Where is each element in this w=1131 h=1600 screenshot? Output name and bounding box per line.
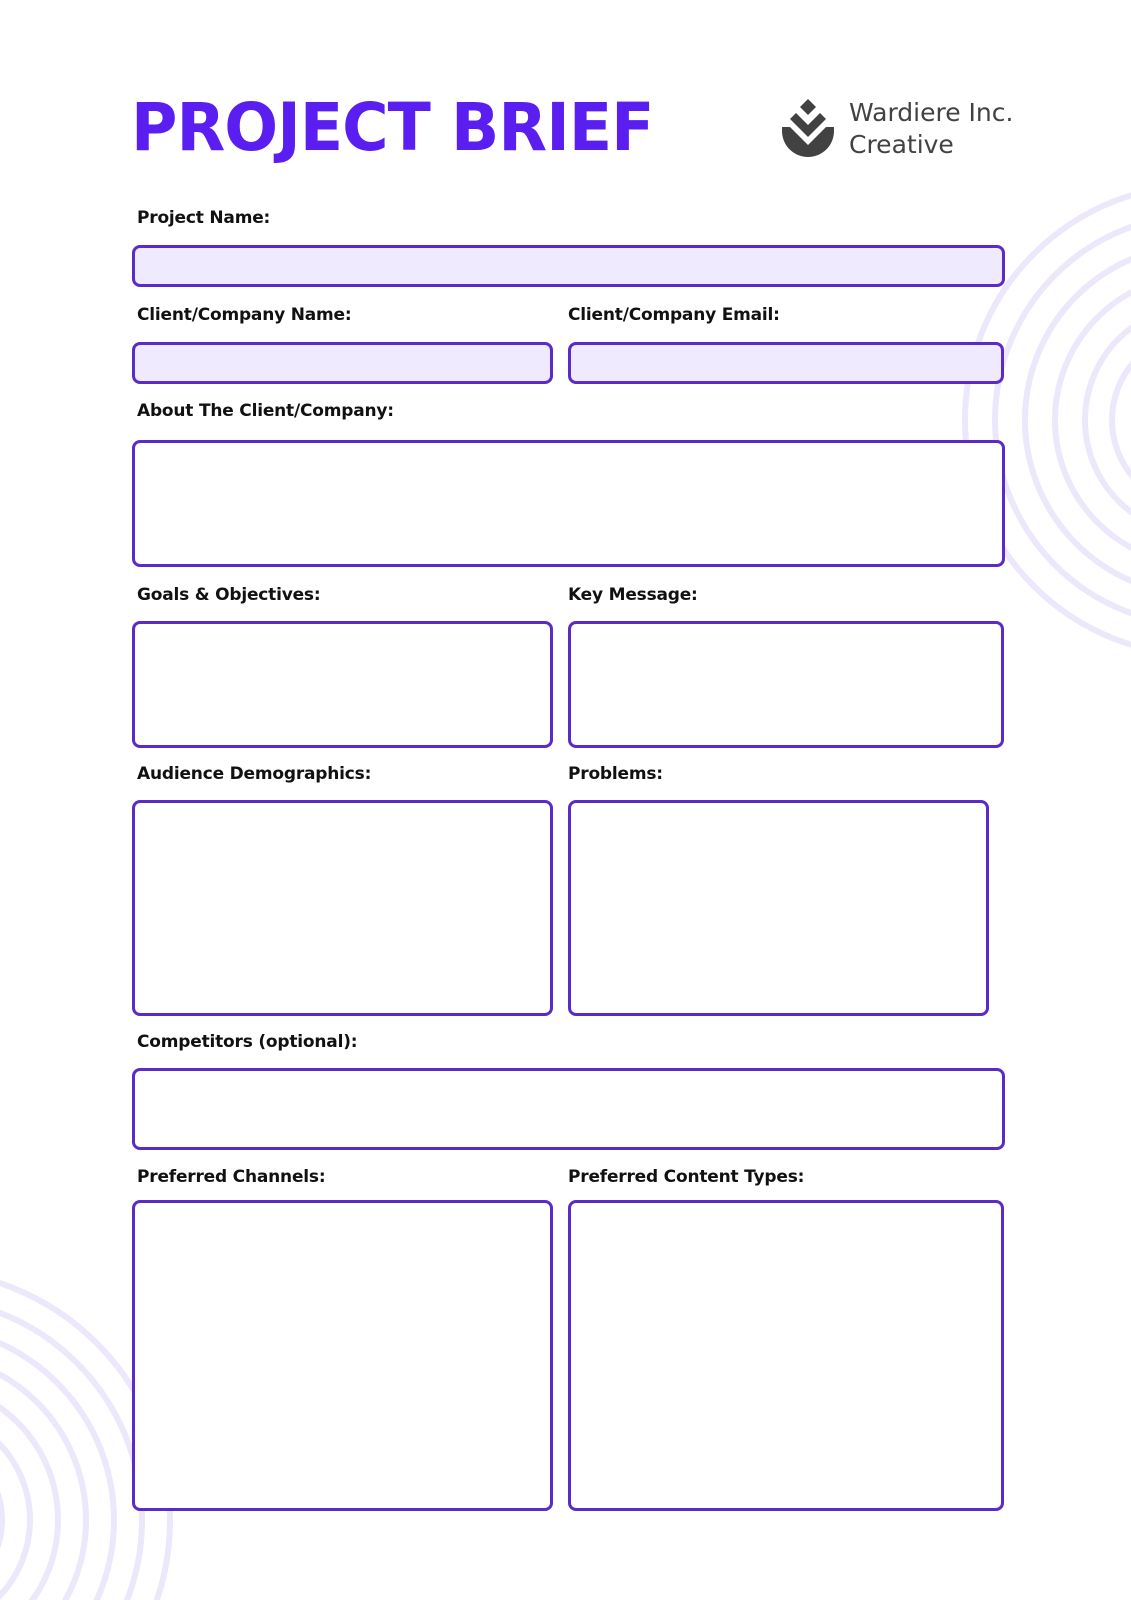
goals-label: Goals & Objectives: <box>137 585 321 605</box>
company-logo <box>780 97 1030 163</box>
channels-field[interactable] <box>132 1200 553 1511</box>
client-email-field[interactable] <box>568 342 1004 384</box>
competitors-label: Competitors (optional): <box>137 1032 358 1052</box>
client-name-label: Client/Company Name: <box>137 305 352 325</box>
problems-field[interactable] <box>568 800 989 1016</box>
audience-field[interactable] <box>132 800 553 1016</box>
goals-field[interactable] <box>132 621 553 748</box>
project-name-field[interactable] <box>132 245 1005 287</box>
lotus-bowl-logo-icon <box>780 97 836 163</box>
competitors-field[interactable] <box>132 1068 1005 1150</box>
about-client-label: About The Client/Company: <box>137 401 394 421</box>
about-client-field[interactable] <box>132 440 1005 567</box>
problems-label: Problems: <box>568 764 663 784</box>
content-types-field[interactable] <box>568 1200 1004 1511</box>
client-email-label: Client/Company Email: <box>568 305 780 325</box>
page-title: PROJECT BRIEF <box>131 89 654 166</box>
company-name <box>849 97 1013 161</box>
content-types-label: Preferred Content Types: <box>568 1167 805 1187</box>
audience-label: Audience Demographics: <box>137 764 372 784</box>
client-name-field[interactable] <box>132 342 553 384</box>
channels-label: Preferred Channels: <box>137 1167 326 1187</box>
key-message-label: Key Message: <box>568 585 698 605</box>
key-message-field[interactable] <box>568 621 1004 748</box>
company-name-line2: Creative <box>849 130 954 159</box>
company-name-line1: Wardiere Inc. <box>849 98 1014 127</box>
project-name-label: Project Name: <box>137 208 271 228</box>
